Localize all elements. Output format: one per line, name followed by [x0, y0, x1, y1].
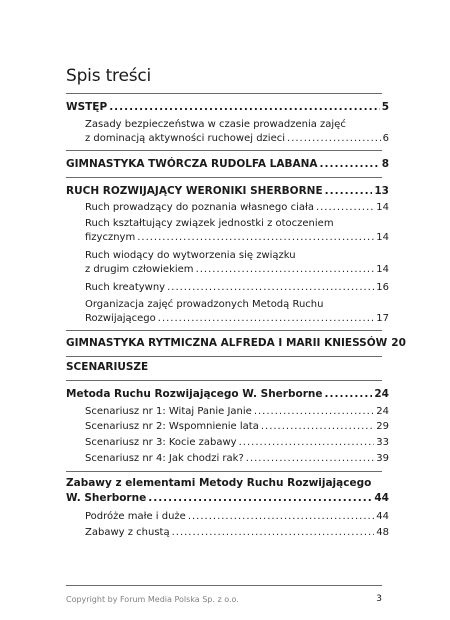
toc-entry-page: 44: [374, 492, 389, 504]
leader-dots: [188, 510, 374, 523]
toc-entry-label: Scenariusz nr 4: Jak chodzi rak?: [85, 453, 244, 464]
toc-entry-label: Metoda Ruchu Rozwijającego W. Sherborne: [66, 388, 323, 400]
leader-dots: [172, 526, 375, 539]
section-divider: [66, 150, 382, 151]
leader-dots: [320, 158, 380, 171]
toc-entry-podroze: [85, 510, 389, 523]
toc-entry-organizacja-line1: Organizacja zajęć prowadzonych Metodą Ruchu: [85, 299, 324, 310]
toc-entry-page: 14: [376, 264, 389, 275]
toc-entry-zabawy-z-chusta: [85, 526, 389, 539]
toc-entry-sherborne: [66, 185, 389, 198]
toc-entry-page: 17: [376, 313, 389, 324]
toc-entry-laban: [66, 158, 389, 171]
toc-entry-page: 29: [376, 421, 389, 432]
leader-dots: [158, 312, 375, 325]
section-divider: [66, 177, 382, 178]
toc-entry-ruch-prowadzacy: [85, 201, 389, 214]
footer-divider: [66, 585, 382, 586]
toc-entry-label: RUCH ROZWIJAJĄCY WERONIKI SHERBORNE: [66, 185, 323, 197]
toc-entry-scenariusz-2: [85, 420, 389, 433]
footer-page-number: 3: [376, 594, 382, 604]
toc-entry-page: 33: [376, 437, 389, 448]
toc-entry-label: fizycznym: [85, 232, 136, 243]
toc-entry-ruch-ksztaltujacy-line1: Ruch kształtujący związek jednostki z otoczeniem: [85, 218, 334, 229]
toc-entry-page: 14: [376, 202, 389, 213]
toc-entry-zasady-line1: Zasady bezpieczeństwa w czasie prowadzenia zajęć: [85, 119, 346, 130]
toc-section-scenariusze: SCENARIUSZE: [66, 361, 149, 373]
leader-dots: [196, 263, 375, 276]
toc-entry-scenariusz-1: [85, 405, 389, 418]
leader-dots: [287, 132, 381, 145]
leader-dots: [246, 452, 375, 465]
section-divider: [66, 93, 382, 94]
section-divider: [66, 356, 382, 357]
toc-entry-label: WSTĘP: [66, 101, 108, 113]
toc-entry-label: Ruch kreatywny: [85, 282, 166, 293]
section-divider: [66, 380, 382, 381]
leader-dots: [239, 436, 375, 449]
toc-entry-label: Ruch prowadzący do poznania własnego ciała: [85, 202, 314, 213]
toc-entry-zabawy: [66, 492, 389, 505]
toc-entry-label: Rozwijającego: [85, 313, 156, 324]
footer-copyright: Copyright by Forum Media Polska Sp. z o.o.: [66, 595, 239, 604]
toc-entry-label: z drugim człowiekiem: [85, 264, 194, 275]
leader-dots: [109, 101, 380, 114]
toc-entry-kniessow: [66, 337, 406, 350]
toc-entry-label: GIMNASTYKA TWÓRCZA RUDOLFA LABANA: [66, 158, 318, 170]
section-divider: [66, 471, 382, 472]
toc-entry-page: 20: [391, 337, 406, 349]
leader-dots: [316, 201, 374, 214]
toc-entry-ruch-wiodacy-line1: Ruch wiodący do wytworzenia się związku: [85, 250, 296, 261]
toc-entry-organizacja: [85, 312, 389, 325]
leader-dots: [254, 405, 374, 418]
toc-entry-page: 24: [376, 406, 389, 417]
leader-dots: [325, 185, 373, 198]
toc-entry-ruch-ksztaltujacy: [85, 231, 389, 244]
section-divider: [66, 330, 382, 331]
toc-entry-label: Scenariusz nr 2: Wspomnienie lata: [85, 421, 259, 432]
toc-entry-page: 14: [376, 232, 389, 243]
toc-entry-zasady: [85, 132, 389, 145]
toc-entry-ruch-wiodacy: [85, 263, 389, 276]
toc-entry-label: Scenariusz nr 3: Kocie zabawy: [85, 437, 237, 448]
toc-entry-page: 8: [381, 158, 389, 170]
toc-entry-page: 48: [376, 527, 389, 538]
page-title: Spis treści: [66, 66, 152, 86]
toc-entry-label: Zabawy z chustą: [85, 527, 170, 538]
toc-entry-zabawy-line1: Zabawy z elementami Metody Ruchu Rozwijającego: [66, 477, 372, 489]
toc-entry-label: z dominacją aktywności ruchowej dzieci: [85, 133, 286, 144]
toc-entry-ruch-kreatywny: [85, 281, 389, 294]
toc-entry-scenariusz-3: [85, 436, 389, 449]
leader-dots: [148, 492, 372, 505]
toc-entry-page: 13: [374, 185, 389, 197]
toc-entry-page: 24: [374, 388, 389, 400]
leader-dots: [324, 388, 372, 401]
leader-dots: [261, 420, 374, 433]
toc-entry-label: W. Sherborne: [66, 492, 147, 504]
toc-entry-label: Scenariusz nr 1: Witaj Panie Janie: [85, 406, 252, 417]
toc-entry-label: GIMNASTYKA RYTMICZNA ALFREDA I MARII KNIESSÓW: [66, 337, 388, 349]
toc-entry-wstep: [66, 101, 389, 114]
toc-entry-page: 39: [376, 453, 389, 464]
toc-entry-page: 44: [376, 511, 389, 522]
toc-entry-page: 16: [376, 282, 389, 293]
toc-entry-label: Podróże małe i duże: [85, 511, 186, 522]
leader-dots: [167, 281, 374, 294]
toc-entry-page: 5: [381, 101, 389, 113]
leader-dots: [137, 231, 374, 244]
toc-entry-scenariusz-4: [85, 452, 389, 465]
toc-entry-metoda: [66, 388, 389, 401]
toc-entry-page: 6: [382, 133, 389, 144]
